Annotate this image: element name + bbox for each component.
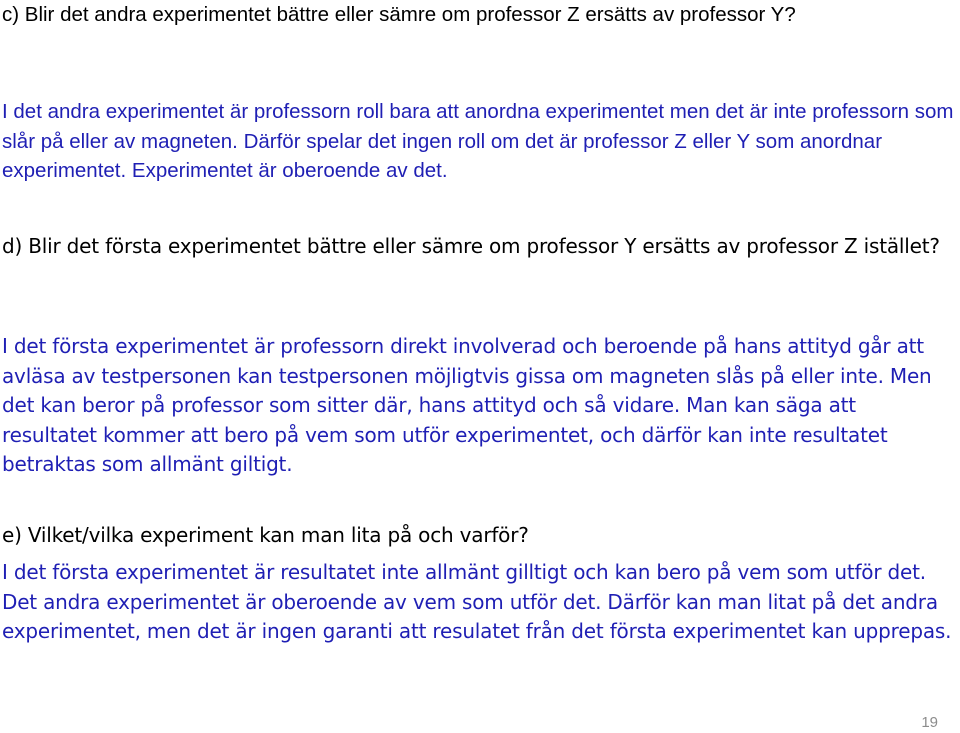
answer-d: I det första experimentet är professorn direkt involverad och beroende på hans attityd går att avläsa av testpersonen kan testpersonen möjligtvis gissa om magneten slås på eller inte. Men det kan beror på professor som sitter där, hans attityd och så vidare. Man kan säga att resultatet kommer att bero på vem som utför experimentet, och därför kan inte resultatet betraktas som allmänt giltigt. (2, 334, 932, 476)
answer-c: I det andra experimentet är professorn roll bara att anordna experimentet men det är inte professorn som slår på eller av magneten. Därför spelar det ingen roll om det är professor Z eller Y som anordnar experimentet. Experimentet är oberoende av det. (2, 100, 954, 182)
answer-e: I det första experimentet är resultatet inte allmänt gilltigt och kan bero på vem som utför det. Det andra experimentet är oberoende av vem som utför det. Därför kan man litat på det andra experimentet, men det är ingen garanti att resulatet från det första experimentet kan upprepas. (2, 560, 952, 643)
page-number: 19 (921, 714, 938, 731)
question-d: d) Blir det första experimentet bättre eller sämre om professor Y ersätts av professor Z istället? (2, 234, 940, 258)
question-c: c) Blir det andra experimentet bättre eller sämre om professor Z ersätts av professor Y? (2, 3, 796, 26)
question-e: e) Vilket/vilka experiment kan man lita på och varför? (2, 523, 529, 547)
